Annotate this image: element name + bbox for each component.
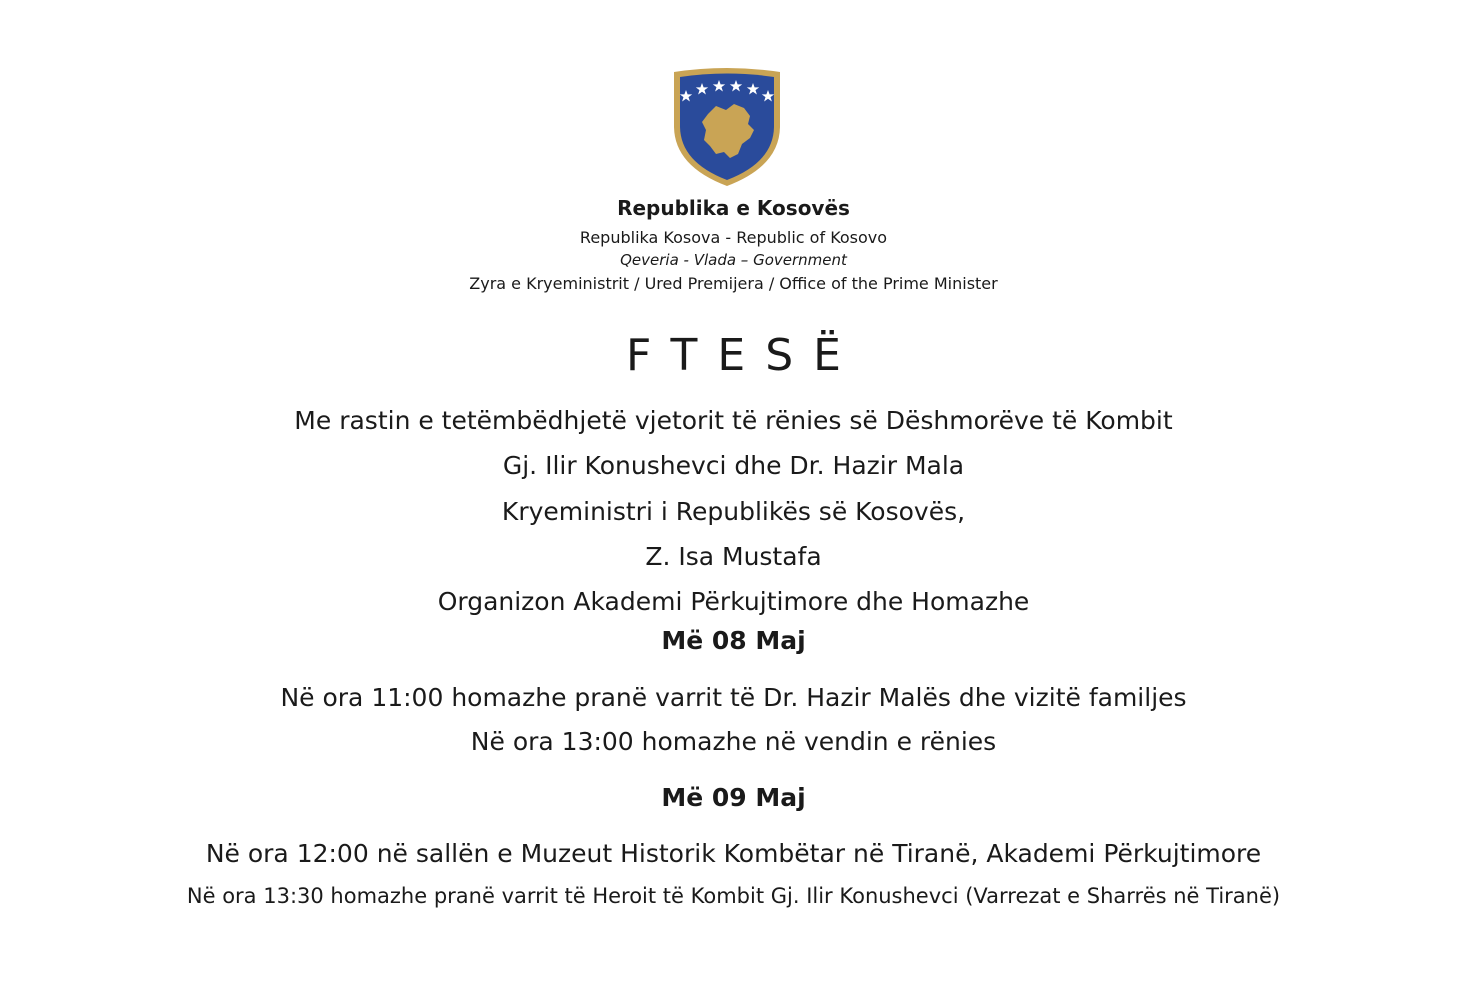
invitation-title: FTESË — [626, 330, 861, 381]
government-label: Qeveria - Vlada – Government — [620, 251, 847, 269]
kosovo-coat-of-arms-icon — [670, 66, 784, 188]
schedule-item: Në ora 12:00 në sallën e Muzeut Historik Kombëtar në Tiranë, Akademi Përkujtimore — [205, 839, 1262, 868]
honorees-text: Gj. Ilir Konushevci dhe Dr. Hazir Mala — [502, 451, 965, 480]
schedule-item: Në ora 13:00 homazhe në vendin e rënies — [470, 727, 997, 756]
schedule-item: Në ora 11:00 homazhe pranë varrit të Dr. Hazir Malës dhe vizitë familjes — [280, 683, 1187, 712]
host-title: Kryeministri i Republikës së Kosovës, — [501, 497, 966, 526]
host-name: Z. Isa Mustafa — [645, 542, 822, 571]
schedule-date: Më 08 Maj — [661, 626, 806, 655]
office-label: Zyra e Kryeministrit / Ured Premijera / Office of the Prime Minister — [469, 274, 998, 293]
event-text: Organizon Akademi Përkujtimore dhe Homazhe — [437, 587, 1030, 616]
republic-name: Republika e Kosovës — [617, 196, 850, 220]
republic-subtitle: Republika Kosova - Republic of Kosovo — [579, 228, 888, 247]
schedule-item: Në ora 13:30 homazhe pranë varrit të Heroit të Kombit Gj. Ilir Konushevci (Varrezat e Sharrës në Tiranë) — [186, 884, 1281, 908]
schedule-date: Më 09 Maj — [661, 783, 806, 812]
occasion-text: Me rastin e tetëmbëdhjetë vjetorit të rënies së Dëshmorëve të Kombit — [294, 406, 1173, 435]
